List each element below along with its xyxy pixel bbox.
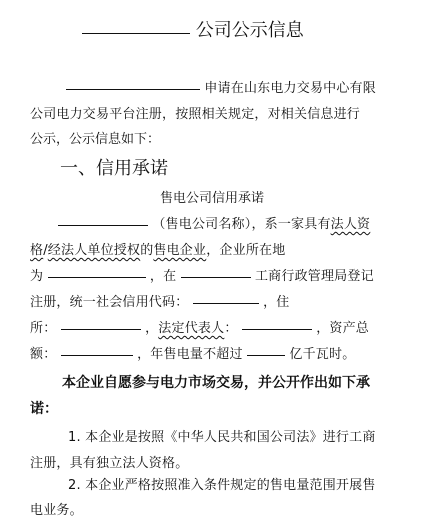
company-name-blank-2 (58, 224, 148, 226)
p1-text-3b: ，在 (149, 269, 177, 284)
p1-text-1a: （售电公司名称），系一家具有 (152, 217, 331, 232)
p1-text-2e: 售电企业 (153, 243, 207, 258)
item2-line-1 (68, 474, 428, 493)
annual-sales-blank (247, 354, 285, 356)
p1-line-2 (30, 239, 428, 258)
registration-bureau-blank (181, 276, 251, 278)
p1-line-4 (30, 291, 428, 310)
intro-text-3: 公示，公示信息如下： (30, 132, 161, 147)
item2-text-1: 2. 本企业严格按照准入条件规定的售电量范围开展售 (68, 478, 376, 493)
p1-text-5e: ，资产总 (316, 321, 370, 336)
section-subtitle-text: 售电公司信用承诺 (160, 191, 265, 206)
applicant-blank (66, 88, 200, 90)
total-assets-blank (61, 354, 133, 356)
p1-line-6 (30, 343, 428, 362)
p1-text-1b: 法人资 (330, 217, 371, 232)
item1-text-2: 注册，具有独立法人资格。 (30, 456, 189, 471)
title-line (82, 16, 428, 42)
p1-text-2f: ，企业所在地 (206, 243, 286, 258)
p1-text-5b: ， (145, 321, 159, 336)
p1-line-1 (58, 213, 428, 232)
intro-line-1 (66, 77, 428, 96)
commitment-text-1: 本企业自愿参与电力市场交易，并公开作出如下承 (62, 375, 370, 391)
item1-text-1: 1. 本企业是按照《中华人民共和国公司法》进行工商 (68, 430, 376, 445)
p1-text-6a: 额： (30, 347, 57, 362)
company-name-blank (82, 32, 190, 34)
commitment-line-1 (62, 372, 428, 392)
credit-code-blank (193, 302, 259, 304)
p1-text-4a: 注册，统一社会信用代码： (30, 295, 189, 310)
item1-line-2 (30, 452, 428, 471)
section-heading-text: 一、信用承诺 (60, 158, 168, 179)
p1-text-6c: 亿千瓦时。 (289, 347, 356, 362)
intro-line-2 (30, 103, 428, 122)
p1-text-6b: ，年售电量不超过 (137, 347, 243, 362)
commitment-text-2: 诺： (30, 401, 58, 417)
p1-text-2c: 经法人单位授权 (47, 243, 141, 258)
p1-text-5d: ： (224, 321, 238, 336)
section-subtitle (160, 187, 428, 206)
p1-text-2d: 的 (140, 243, 154, 258)
p1-text-3c: 工商行政管理局登记 (254, 269, 374, 284)
item2-text-2: 电业务。 (30, 503, 83, 518)
section-heading (60, 154, 428, 180)
item1-line-1 (68, 426, 428, 445)
p1-text-3a: 为 (30, 269, 44, 284)
p1-line-3 (30, 265, 428, 284)
item2-line-2 (30, 499, 428, 518)
p1-text-2a: 格 (30, 243, 44, 258)
p1-text-5c: 法定代表人 (158, 321, 225, 336)
p1-line-5 (30, 317, 428, 336)
intro-line-3 (30, 128, 428, 147)
p1-text-4b: ，住 (263, 295, 290, 310)
legal-rep-blank (242, 328, 312, 330)
address-blank (61, 328, 141, 330)
intro-text-1: 申请在山东电力交易中心有限 (204, 81, 376, 96)
location-blank (48, 276, 146, 278)
document-title: 公司公示信息 (195, 20, 304, 41)
commitment-line-2 (30, 398, 428, 418)
p1-text-5a: 所： (30, 321, 57, 336)
p1-text-2b: / (43, 243, 48, 258)
intro-text-2: 公司电力交易平台注册，按照相关规定，对相关信息进行 (30, 107, 361, 122)
